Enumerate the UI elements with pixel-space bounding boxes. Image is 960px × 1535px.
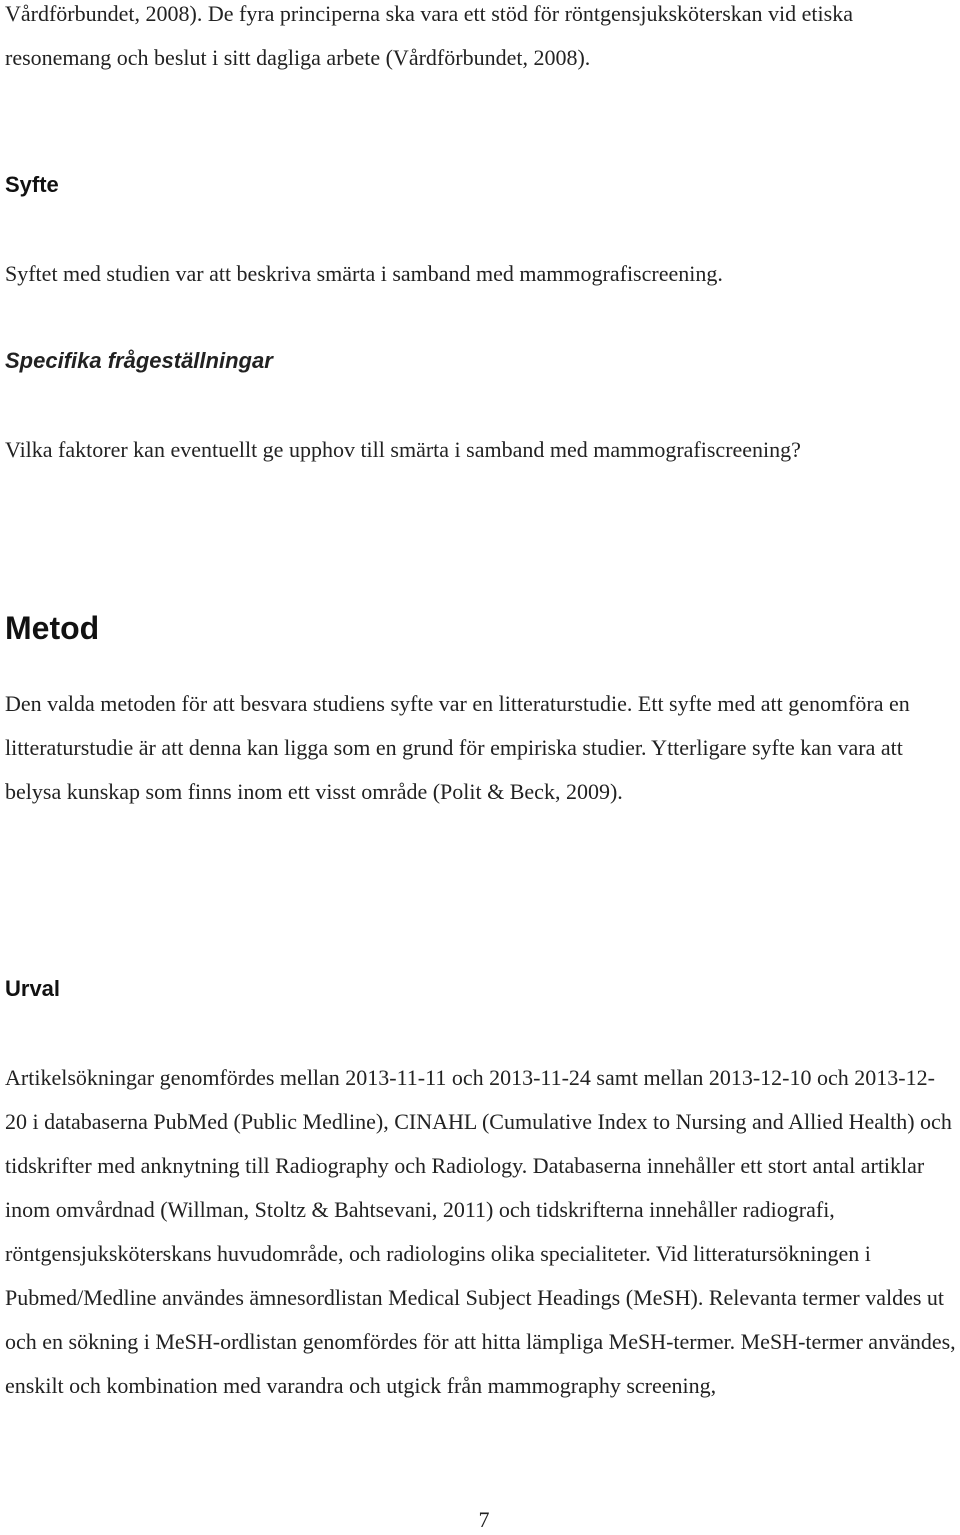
intro-paragraph: Vårdförbundet, 2008). De fyra principerna ska vara ett stöd för röntgensjuksköterskan vid etiska resonemang och beslut i sitt dagliga arbete (Vårdförbundet, 2008). bbox=[5, 1, 853, 70]
heading-syfte: Syfte bbox=[5, 172, 59, 197]
urval-paragraph: Artikelsökningar genomfördes mellan 2013-11-11 och 2013-11-24 samt mellan 2013-12-10 och 2013-12- 20 i databaserna PubMed (Public Medline), CINAHL (Cumulative Index to Nursing and Allied Health) och tidskrifter med anknytning till Radiography och Radiology. Databaserna innehåller ett stort antal artiklar inom omvårdnad (Willman, Stoltz & Bahtsevani, 2011) och tidskrifterna innehåller radiografi, röntgensjuksköterskans huvudområde, och radiologins olika specialiteter. Vid litteratursökningen i Pubmed/Medline användes ämnesordlistan Medical Subject Headings (MeSH). Relevanta termer valdes ut och en sökning i MeSH-ordlistan genomfördes för att hitta lämpliga MeSH-termer. MeSH-termer användes, enskilt och kombination med varandra och utgick från mammography screening, bbox=[5, 1065, 956, 1398]
heading-specifika-fragestallningar: Specifika frågeställningar bbox=[5, 348, 273, 373]
heading-metod: Metod bbox=[5, 610, 100, 646]
syfte-paragraph: Syftet med studien var att beskriva smärta i samband med mammografiscreening. bbox=[5, 261, 723, 286]
metod-paragraph: Den valda metoden för att besvara studiens syfte var en litteraturstudie. Ett syfte med att genomföra en litteraturstudie är att denna kan ligga som en grund för empiriska studier. Ytterligare syfte kan vara att belysa kunskap som finns inom ett visst område (Polit & Beck, 2009). bbox=[5, 691, 910, 804]
specifika-paragraph: Vilka faktorer kan eventuellt ge upphov till smärta i samband med mammografiscreening? bbox=[5, 437, 801, 462]
page-number: 7 bbox=[478, 1507, 490, 1532]
heading-urval: Urval bbox=[5, 976, 61, 1001]
